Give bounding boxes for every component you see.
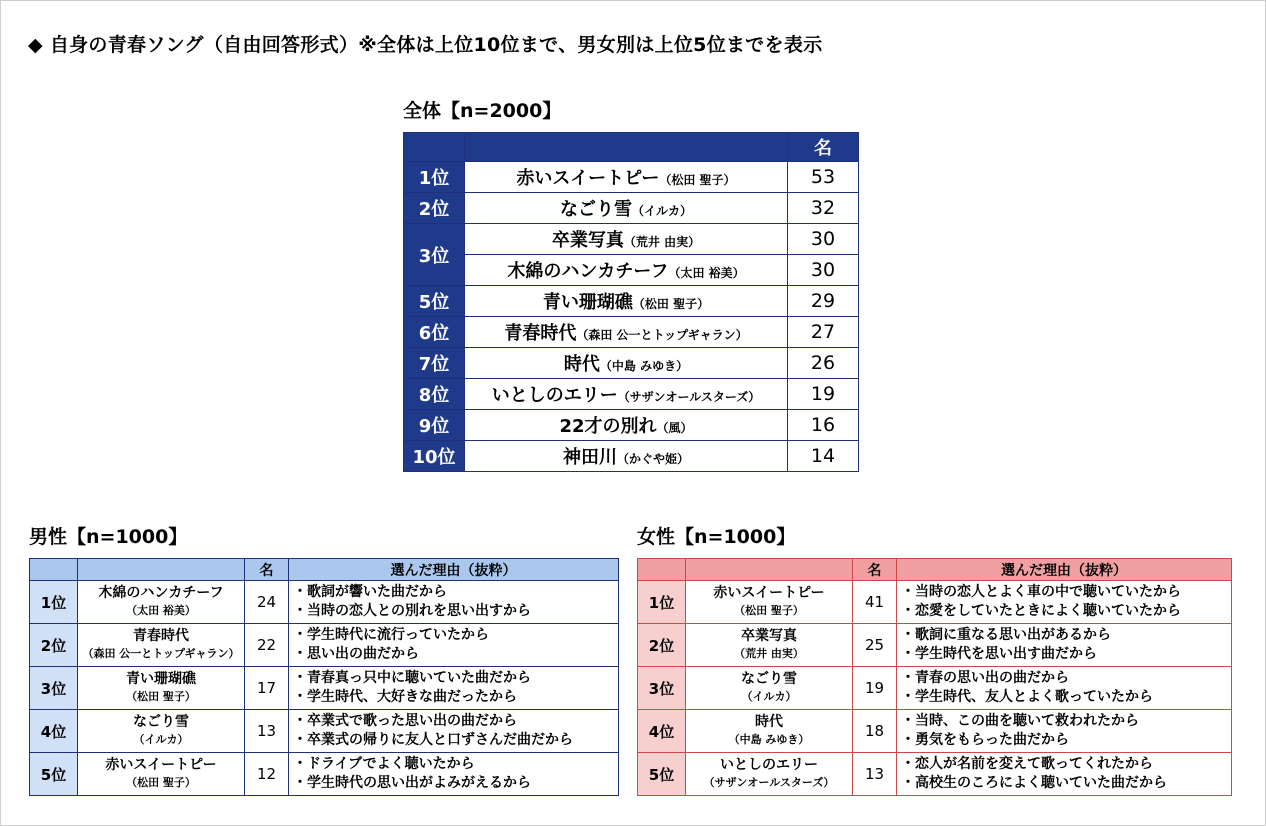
- rank-cell: 8位: [404, 379, 465, 410]
- table-row: [30, 753, 619, 796]
- reason-line: ・当時の恋人との別れを思い出すから: [293, 603, 531, 619]
- female-count-header: 名: [853, 559, 897, 581]
- song-cell: [78, 624, 245, 667]
- rank-cell: 1位: [404, 162, 465, 193]
- reason-line: ・恋愛をしていたときによく聴いていたから: [901, 603, 1181, 619]
- song-cell: [465, 255, 788, 286]
- reason-cell: [289, 667, 619, 710]
- rank-cell: 5位: [404, 286, 465, 317]
- artist-name: （中島 みゆき）: [728, 733, 810, 746]
- count-cell: 27: [788, 317, 859, 348]
- rank-cell: 4位: [638, 710, 686, 753]
- reason-line: ・歌詞に重なる思い出があるから: [901, 627, 1111, 643]
- female-table-title: 女性【n=1000】: [637, 526, 796, 548]
- artist-name: （太田 裕美）: [126, 604, 196, 617]
- table-row: [638, 581, 1232, 624]
- count-cell: 17: [245, 667, 289, 710]
- count-cell: 53: [788, 162, 859, 193]
- count-cell: 30: [788, 255, 859, 286]
- reason-line: ・勇気をもらった曲だから: [901, 732, 1069, 748]
- reason-line: ・青春の思い出の曲だから: [901, 670, 1069, 686]
- artist-name: （中島 みゆき）: [599, 359, 689, 373]
- reason-cell: [897, 624, 1232, 667]
- count-cell: 19: [788, 379, 859, 410]
- female-ranking-table: [637, 558, 1232, 796]
- song-title: 木綿のハンカチーフ: [98, 585, 224, 601]
- song-cell: [78, 581, 245, 624]
- overall-ranking-table: [403, 132, 859, 472]
- table-row: [404, 410, 859, 441]
- table-row: [404, 193, 859, 224]
- table-row: [638, 710, 1232, 753]
- overall-header-row: [404, 133, 859, 162]
- song-cell: [78, 710, 245, 753]
- rank-cell: 3位: [404, 224, 465, 286]
- artist-name: （荒井 由実）: [623, 235, 701, 249]
- song-title: 22才の別れ: [559, 416, 657, 437]
- count-cell: 16: [788, 410, 859, 441]
- song-cell: [465, 193, 788, 224]
- song-title: いとしのエリー: [491, 385, 618, 406]
- artist-name: （森田 公一とトップギャラン）: [576, 328, 748, 342]
- artist-name: （松田 聖子）: [659, 173, 736, 187]
- reason-line: ・学生時代を思い出す曲だから: [901, 646, 1097, 662]
- song-cell: [465, 317, 788, 348]
- song-cell: [78, 753, 245, 796]
- song-cell: [686, 581, 853, 624]
- table-row: [404, 255, 859, 286]
- table-row: [404, 348, 859, 379]
- count-cell: 24: [245, 581, 289, 624]
- artist-name: （松田 聖子）: [126, 776, 196, 789]
- reason-line: ・青春真っ只中に聴いていた曲だから: [293, 670, 531, 686]
- female-header-row: [638, 559, 1232, 581]
- rank-cell: 5位: [638, 753, 686, 796]
- reason-line: ・歌詞が響いた曲だから: [293, 584, 447, 600]
- count-cell: 19: [853, 667, 897, 710]
- song-cell: [686, 753, 853, 796]
- reason-line: ・学生時代に流行っていたから: [293, 627, 489, 643]
- song-cell: [686, 710, 853, 753]
- reason-cell: [289, 581, 619, 624]
- artist-name: （松田 聖子）: [126, 690, 196, 703]
- count-cell: 22: [245, 624, 289, 667]
- reason-cell: [897, 710, 1232, 753]
- song-title: 赤いスイートピー: [105, 757, 217, 773]
- rank-cell: 9位: [404, 410, 465, 441]
- male-song-header: [78, 559, 245, 581]
- overall-count-header: 名: [788, 133, 859, 162]
- song-cell: [465, 441, 788, 472]
- rank-cell: 4位: [30, 710, 78, 753]
- female-reason-header: 選んだ理由（抜粋）: [897, 559, 1232, 581]
- reason-line: ・当時、この曲を聴いて救われたから: [901, 713, 1139, 729]
- overall-rank-header: [404, 133, 465, 162]
- song-title: 青い珊瑚礁: [542, 292, 633, 313]
- song-title: 木綿のハンカチーフ: [507, 261, 669, 282]
- song-title: 卒業写真: [551, 230, 624, 251]
- artist-name: （サザンオールスターズ）: [617, 390, 761, 404]
- reason-line: ・卒業式で歌った思い出の曲だから: [293, 713, 517, 729]
- rank-cell: 10位: [404, 441, 465, 472]
- song-title: 青春時代: [133, 628, 189, 644]
- reason-cell: [897, 581, 1232, 624]
- artist-name: （イルカ）: [741, 690, 797, 703]
- rank-cell: 6位: [404, 317, 465, 348]
- rank-cell: 1位: [638, 581, 686, 624]
- count-cell: 13: [853, 753, 897, 796]
- song-title: 赤いスイートピー: [713, 585, 825, 601]
- rank-cell: 2位: [404, 193, 465, 224]
- rank-cell: 2位: [30, 624, 78, 667]
- artist-name: （松田 聖子）: [632, 297, 710, 311]
- song-cell: [465, 379, 788, 410]
- table-row: [404, 162, 859, 193]
- male-header-row: [30, 559, 619, 581]
- reason-line: ・卒業式の帰りに友人と口ずさんだ曲だから: [293, 732, 573, 748]
- table-row: [30, 710, 619, 753]
- reason-cell: [289, 624, 619, 667]
- song-cell: [465, 410, 788, 441]
- reason-cell: [897, 753, 1232, 796]
- table-row: [404, 224, 859, 255]
- count-cell: 32: [788, 193, 859, 224]
- song-title: なごり雪: [559, 199, 632, 220]
- count-cell: 30: [788, 224, 859, 255]
- count-cell: 26: [788, 348, 859, 379]
- reason-cell: [289, 710, 619, 753]
- artist-name: （松田 聖子）: [734, 604, 804, 617]
- artist-name: （森田 公一とトップギャラン）: [82, 647, 240, 660]
- rank-cell: 5位: [30, 753, 78, 796]
- song-title: 時代: [563, 354, 600, 375]
- song-title: 神田川: [562, 447, 617, 468]
- song-cell: [78, 667, 245, 710]
- song-title: なごり雪: [133, 714, 189, 730]
- count-cell: 12: [245, 753, 289, 796]
- artist-name: （風）: [656, 421, 693, 435]
- artist-name: （かぐや姫）: [616, 452, 689, 466]
- song-title: 卒業写真: [741, 628, 797, 644]
- song-cell: [465, 162, 788, 193]
- reason-line: ・当時の恋人とよく車の中で聴いていたから: [901, 584, 1181, 600]
- male-count-header: 名: [245, 559, 289, 581]
- song-cell: [465, 286, 788, 317]
- song-title: 赤いスイートピー: [516, 168, 660, 189]
- reason-line: ・恋人が名前を変えて歌ってくれたから: [901, 756, 1153, 772]
- count-cell: 14: [788, 441, 859, 472]
- overall-song-header: [465, 133, 788, 162]
- male-ranking-table: [29, 558, 619, 796]
- reason-line: ・ドライブでよく聴いたから: [293, 756, 475, 772]
- reason-line: ・高校生のころによく聴いていた曲だから: [901, 775, 1167, 791]
- count-cell: 25: [853, 624, 897, 667]
- song-title: 時代: [755, 714, 783, 730]
- count-cell: 13: [245, 710, 289, 753]
- song-cell: [465, 224, 788, 255]
- overall-table-title: 全体【n=2000】: [403, 100, 562, 122]
- table-row: [638, 624, 1232, 667]
- female-rank-header: [638, 559, 686, 581]
- table-row: [404, 317, 859, 348]
- count-cell: 29: [788, 286, 859, 317]
- table-row: [638, 667, 1232, 710]
- song-cell: [686, 667, 853, 710]
- artist-name: （太田 裕美）: [668, 266, 745, 280]
- artist-name: （サザンオールスターズ）: [703, 776, 835, 789]
- rank-cell: 1位: [30, 581, 78, 624]
- male-reason-header: 選んだ理由（抜粋）: [289, 559, 619, 581]
- table-row: [638, 753, 1232, 796]
- song-title: 青い珊瑚礁: [126, 671, 196, 687]
- table-row: [30, 667, 619, 710]
- table-row: [404, 286, 859, 317]
- rank-cell: 2位: [638, 624, 686, 667]
- count-cell: 41: [853, 581, 897, 624]
- male-rank-header: [30, 559, 78, 581]
- reason-cell: [289, 753, 619, 796]
- song-cell: [686, 624, 853, 667]
- rank-cell: 7位: [404, 348, 465, 379]
- artist-name: （イルカ）: [133, 733, 189, 746]
- table-row: [404, 379, 859, 410]
- female-song-header: [686, 559, 853, 581]
- artist-name: （荒井 由実）: [734, 647, 804, 660]
- reason-line: ・学生時代の思い出がよみがえるから: [293, 775, 531, 791]
- reason-line: ・学生時代、大好きな曲だったから: [293, 689, 517, 705]
- song-title: なごり雪: [741, 671, 797, 687]
- artist-name: （イルカ）: [631, 204, 692, 218]
- page-title: ◆ 自身の青春ソング（自由回答形式）※全体は上位10位まで、男女別は上位5位までを表示: [28, 34, 823, 56]
- song-title: 青春時代: [504, 323, 577, 344]
- male-table-title: 男性【n=1000】: [29, 526, 188, 548]
- song-title: いとしのエリー: [720, 757, 818, 773]
- count-cell: 18: [853, 710, 897, 753]
- reason-line: ・思い出の曲だから: [293, 646, 419, 662]
- table-row: [404, 441, 859, 472]
- rank-cell: 3位: [30, 667, 78, 710]
- song-cell: [465, 348, 788, 379]
- reason-line: ・学生時代、友人とよく歌っていたから: [901, 689, 1153, 705]
- rank-cell: 3位: [638, 667, 686, 710]
- table-row: [30, 624, 619, 667]
- reason-cell: [897, 667, 1232, 710]
- table-row: [30, 581, 619, 624]
